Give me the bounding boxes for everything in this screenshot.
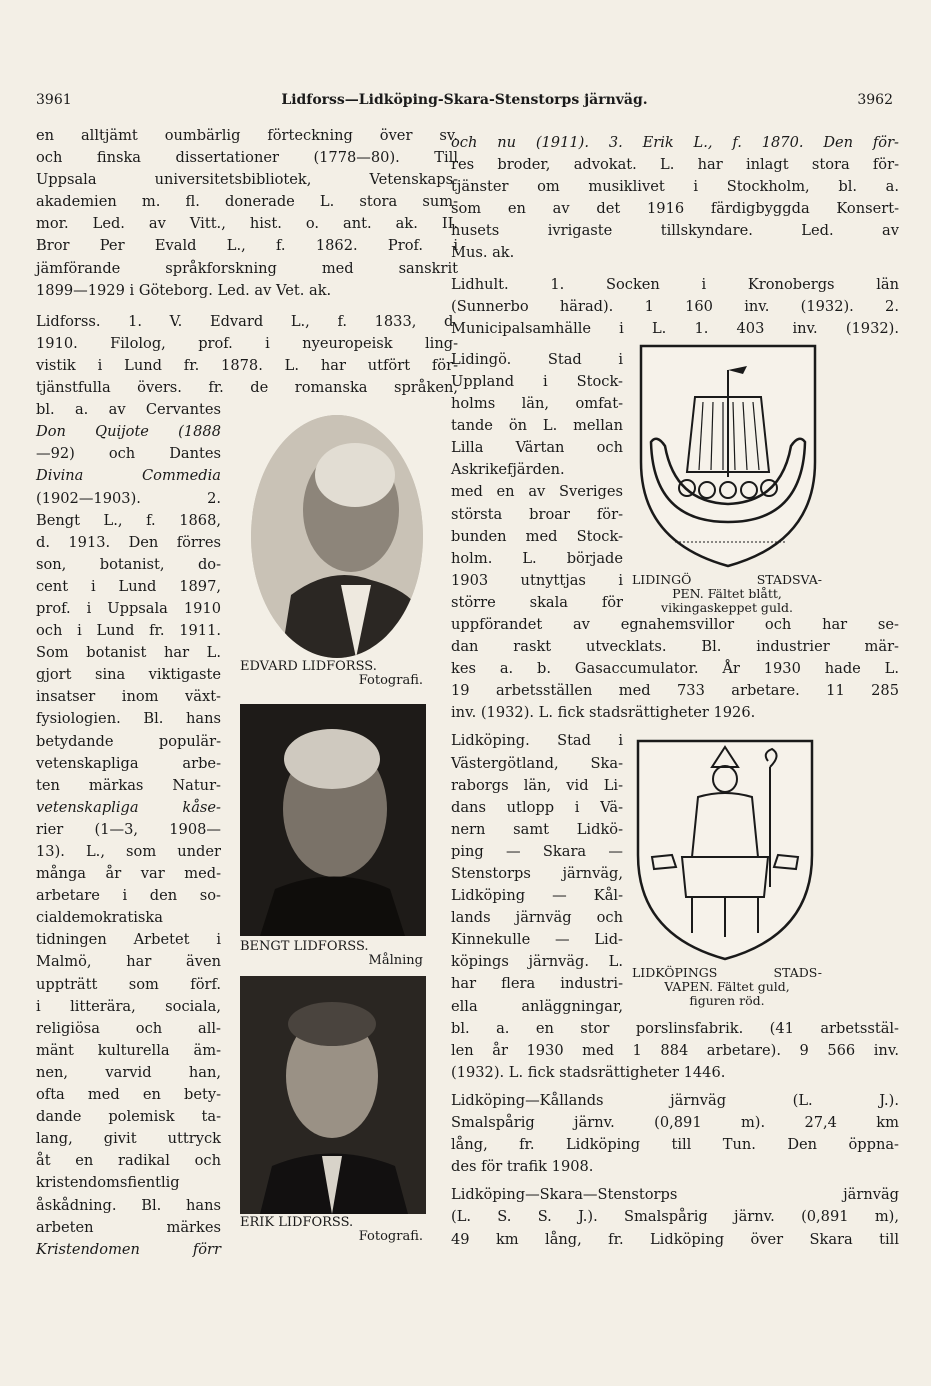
text-line: Lidingö. Stad i [451,350,623,368]
text-line: och i Lund fr. 1911. [36,622,221,640]
text-line: lands järnväg och [451,909,623,927]
text-line: holm. L. började [451,549,623,567]
page-number-right: 3962 [857,92,893,108]
text-line: Lidköping—Kållands järnväg (L. J.). [451,1091,899,1109]
text-line: och finska dissertationer (1778—80). Till [36,149,458,167]
text-line: 1903 utnyttjas i [451,571,623,589]
text-line: Som botanist har L. [36,644,221,662]
text-line [451,132,899,154]
text-line: köpings järnväg. L. [451,953,623,971]
text-line: inv. (1932). L. fick stadsrättigheter 1926. [451,704,756,722]
text-line: Västergötland, Ska- [451,754,623,772]
text-line: som en av det 1916 färdigbyggda Konsert- [451,200,899,218]
text-line: ella anläggningar, [451,997,623,1015]
crest-caption-line: vikingaskeppet guld. [661,600,793,615]
text-line: len år 1930 med 1 884 arbetare). 9 566 inv. [451,1041,899,1059]
text-line: Malmö, har även [36,953,221,971]
text-line: —92) och Dantes [36,445,221,463]
caption-name: BENGT LIDFORSS. [240,939,369,954]
crest-caption-line: LIDINGÖ STADSVA- [632,572,822,587]
text-line: en alltjämt oumbärlig förteckning över sv. [36,127,458,144]
text-line: religiösa och all- [36,1019,221,1037]
text-line: jämförande språkforskning med sanskrit [36,259,458,277]
text-line: son, botanist, do- [36,555,221,573]
lidingo-crest-caption [632,573,822,615]
text-line: många år var med- [36,865,221,883]
text-line: Uppland i Stock- [451,372,623,390]
text-line: största broar för- [451,505,623,523]
text-line: Lidköping. Stad i [451,732,623,750]
text-line: i litterära, sociala, [36,997,221,1015]
text-line: lång, fr. Lidköping till Tun. Den öppna- [451,1136,899,1154]
text-line: dande polemisk ta- [36,1108,221,1126]
text-line: Lidköping — Kål- [451,887,623,905]
text-line: insatser inom växt- [36,688,221,706]
text-line: Mus. ak. [451,244,515,262]
text-line: Municipalsamhälle i L. 1. 403 inv. (1932). [451,319,899,337]
text-line: (1932). L. fick stadsrättigheter 1446. [451,1063,726,1081]
text-line: uppförandet av egnahemsvillor och har se- [451,615,899,633]
page-header [36,92,893,114]
text-line: gjort sina viktigaste [36,666,221,684]
text-line: Don Quijote (1888 [36,423,221,441]
text-line: rier (1—3, 1908— [36,820,221,838]
text-line: arbetare i den so- [36,887,221,905]
text-line: lang, givit uttryck [36,1130,221,1148]
italic-title: och nu (1911). 3. Erik L., f. 1870. Den för- [451,134,899,151]
text-line: bunden med Stock- [451,527,623,545]
text-line: med en av Sveriges [451,483,623,501]
text-line: dan raskt utvecklats. Bl. industrier mär- [451,638,899,656]
portrait-bengt-lidforss [240,704,426,936]
text-line: Askrikefjärden. [451,461,565,479]
narrow-text-block [451,730,623,1017]
caption-credit: Fotografi. [358,1229,423,1244]
text-line: des för trafik 1908. [451,1158,594,1176]
text-line: 1910. Filolog, prof. i nyeuropeisk ling- [36,334,458,352]
text-line: Uppsala universitetsbibliotek, Vetenskaps- [36,171,458,189]
crest-caption-line: LIDKÖPINGS STADS- [632,965,822,980]
text-line: Bengt L., f. 1868, [36,511,221,529]
text-line: res broder, advokat. L. har inlagt stora för- [451,156,899,174]
text-line: vetenskapliga arbe- [36,754,221,772]
crest-caption-line: figuren röd. [689,993,765,1008]
narrow-text-block [36,399,221,1261]
text-line: kes a. b. Gasaccumulator. År 1930 hade L. [451,660,899,678]
text-line: Kinnekulle — Lid- [451,931,623,949]
text-line: arbeten märkes [36,1218,221,1236]
lidingo-coat-of-arms [635,342,821,570]
caption-name: EDVARD LIDFORSS. [240,659,377,674]
text-line: akademien m. fl. donerade L. stora sum- [36,193,458,211]
text-line: tande ön L. mellan [451,417,623,435]
text-line: tjänstfulla övers. fr. de romanska språken, [36,379,458,397]
text-line: har flera industri- [451,975,623,993]
text-line: ofta med en bety- [36,1086,221,1104]
text-line: ping — Skara — [451,842,623,860]
text-line: 19 arbetsställen med 733 arbetare. 11 285 [451,682,899,700]
text-line: prof. i Uppsala 1910 [36,599,221,617]
text-line: Lilla Värtan och [451,439,623,457]
caption-erik [240,1216,423,1244]
text-line: vistik i Lund fr. 1878. L. har utfört för- [36,356,458,374]
text-line: nern samt Lidkö- [451,820,623,838]
text-line: mänt kulturella äm- [36,1041,221,1059]
text-line: vetenskapliga kåse- [36,798,221,816]
text-line: cialdemokratiska [36,909,163,927]
text-line: nen, varvid han, [36,1063,221,1081]
portrait-erik-lidforss [240,976,426,1214]
text-line: åt en radikal och [36,1152,221,1170]
caption-name: ERIK LIDFORSS. [240,1215,354,1230]
text-line: holms län, omfat- [451,395,623,413]
text-line: (L. S. S. J.). Smalspårig järnv. (0,891 m), [451,1208,899,1226]
text-line: betydande populär- [36,732,221,750]
text-line: Kristendomen förr [36,1240,221,1258]
right-column [451,132,899,1251]
text-line: raborgs län, vid Li- [451,776,623,794]
text-line: cent i Lund 1897, [36,577,221,595]
text-line: Lidköping—Skara—Stenstorps järnväg [451,1186,899,1204]
caption-credit: Målning [368,953,423,968]
text-line: tidningen Arbetet i [36,931,221,949]
text-line: åskådning. Bl. hans [36,1196,221,1214]
text-line: tjänster om musiklivet i Stockholm, bl. a. [451,178,899,196]
text-line: Lidhult. 1. Socken i Kronobergs län [451,275,899,293]
caption-bengt [240,940,423,968]
crest-caption-line: PEN. Fältet blått, [672,586,782,601]
text-line: 1899—1929 i Göteborg. Led. av Vet. ak. [36,281,332,299]
crest-caption-line: VAPEN. Fältet guld, [664,979,790,994]
text-line: Bror Per Evald L., f. 1862. Prof. i [36,237,458,255]
text-line: Lidforss. 1. V. Edvard L., f. 1833, d. [36,312,458,330]
lidkoping-crest-caption [632,966,822,1008]
text-line: ten märkas Natur- [36,776,221,794]
text-line: Divina Commedia [36,467,221,485]
text-line: d. 1913. Den förres [36,533,221,551]
running-title: Lidforss—Lidköping-Skara-Stenstorps järnväg. [281,92,648,108]
caption-credit: Fotografi. [358,673,423,688]
text-line: husets ivrigaste tillskyndare. Led. av [451,222,899,240]
text-line: bl. a. en stor porslinsfabrik. (41 arbetsstäl- [451,1019,899,1037]
text-line: större skala för [451,593,623,611]
caption-edvard [240,660,423,688]
portrait-edvard-lidforss [251,415,423,658]
text-line: bl. a. av Cervantes [36,401,221,419]
text-line: Smalspårig järnv. (0,891 m). 27,4 km [451,1114,899,1132]
text-line: fysiologien. Bl. hans [36,710,221,728]
text-line: mor. Led. av Vitt., hist. o. ant. ak. II. [36,215,458,233]
text-line: uppträtt som förf. [36,975,221,993]
text-line: (1902—1903). 2. [36,489,221,507]
text-line: 13). L., som under [36,843,221,860]
page-number-left: 3961 [36,92,72,108]
text-line: 49 km lång, fr. Lidköping över Skara till [451,1230,899,1248]
text-line: dans utlopp i Vä- [451,798,623,816]
narrow-text-block [451,349,623,614]
text-line: (Sunnerbo härad). 1 160 inv. (1932). 2. [451,297,899,315]
lidkoping-coat-of-arms [632,737,818,963]
text-line: kristendomsfientlig [36,1174,180,1192]
text-line: Stenstorps järnväg, [451,865,623,882]
